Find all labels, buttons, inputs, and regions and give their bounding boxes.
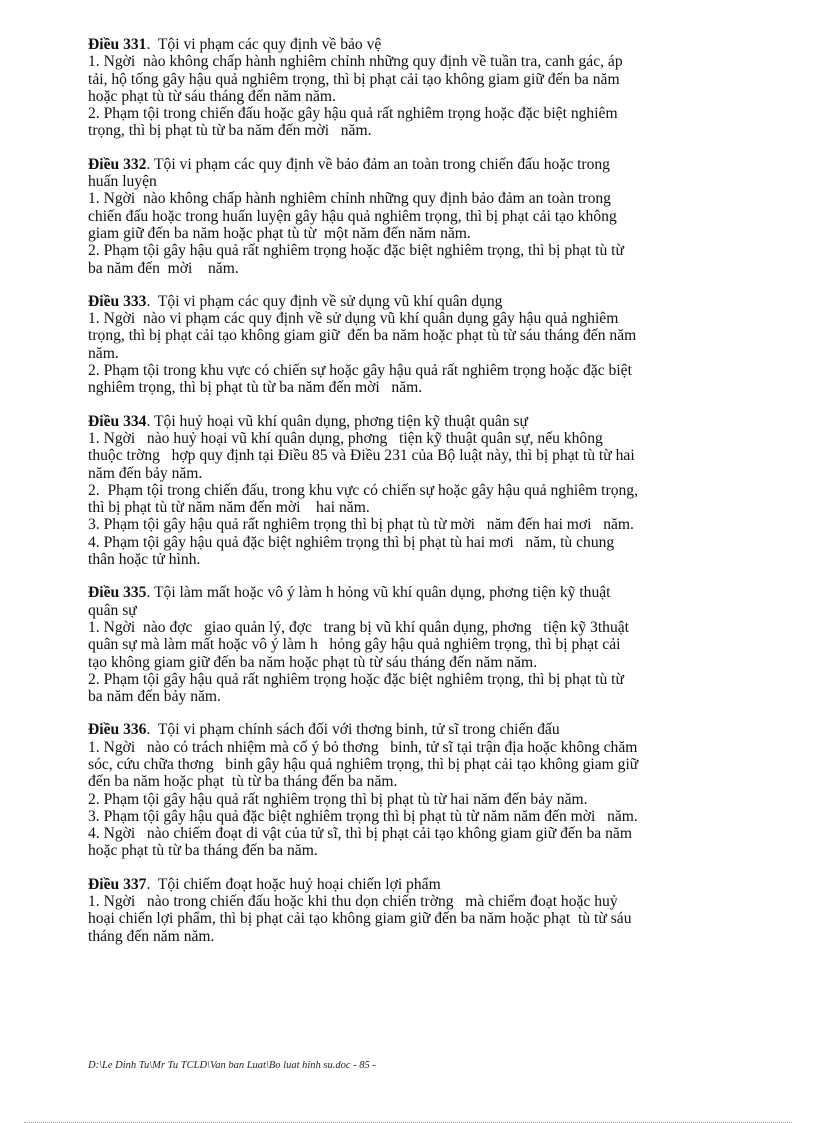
article-text-line: 2. Phạm tội gây hậu quả rất nghiêm trọng thì bị phạt tù từ hai năm đến bảy năm. xyxy=(88,790,588,808)
article-text-line: tháng đến năm năm. xyxy=(88,927,215,945)
article-text-line: 1. Ngời nào không chấp hành nghiêm chỉnh những quy định về tuần tra, canh gác, áp xyxy=(88,53,623,71)
article-text-line: tạo không giam giữ đến ba năm hoặc phạt tù từ sáu tháng đến năm năm. xyxy=(88,653,538,671)
article-title: Tội làm mất hoặc vô ý làm h hỏng vũ khí quân dụng, phơng tiện kỹ thuật xyxy=(154,584,611,602)
article-text-line: hoặc phạt tù từ ba tháng đến ba năm. xyxy=(88,842,318,860)
article-text-line: 1. Ngời nào vi phạm các quy định về sử dụng vũ khí quân dụng gây hậu quả nghiêm xyxy=(88,310,619,328)
article-heading xyxy=(88,293,748,310)
article-text-line: ba năm đến mời năm. xyxy=(88,259,239,277)
page-footer: D:\Le Dinh Tu\Mr Tu TCLD\Van ban Luat\Bo luat hinh su.doc - 85 - xyxy=(88,1060,376,1071)
article-text-line: chiến đấu hoặc trong huấn luyện gây hậu quả nghiêm trọng, thì bị phạt cải tạo không xyxy=(88,207,617,225)
article-text-line: 1. Ngời nào đợc giao quản lý, đợc trang bị vũ khí quân dụng, phơng tiện kỹ 3thuật xyxy=(88,618,629,636)
article-heading xyxy=(88,584,748,601)
article-text-line: thì bị phạt tù từ năm năm đến mời hai năm. xyxy=(88,499,370,517)
article-text-line: 3. Phạm tội gây hậu quả rất nghiêm trọng thì bị phạt tù từ mời năm đến hai mơi năm. xyxy=(88,516,634,534)
article-heading xyxy=(88,156,748,173)
article-text-line: năm đến bảy năm. xyxy=(88,464,203,482)
article-text-line: thân hoặc tử hình. xyxy=(88,551,201,569)
article-title: Tội vi phạm các quy định về bảo đảm an toàn trong chiến đấu hoặc trong xyxy=(154,155,610,173)
article-heading xyxy=(88,413,748,430)
article-text-line: hoại chiến lợi phẩm, thì bị phạt cải tạo không giam giữ đến ba năm hoặc phạt tù từ sáu xyxy=(88,910,632,928)
article-text-line: 1. Ngời nào không chấp hành nghiêm chỉnh những quy định bảo đảm an toàn trong xyxy=(88,190,611,208)
article-block xyxy=(88,721,748,859)
document-page xyxy=(88,36,748,961)
article-text-line: hoặc phạt tù từ sáu tháng đến năm năm. xyxy=(88,87,336,105)
article-block xyxy=(88,293,748,397)
article-number-separator: . xyxy=(146,155,154,173)
article-title: Tội chiếm đoạt hoặc huỷ hoại chiến lợi phẩm xyxy=(157,875,441,893)
article-number: Điều 334 xyxy=(88,412,147,430)
article-title: Tội vi phạm các quy định về sử dụng vũ khí quân dụng xyxy=(157,292,503,310)
article-block xyxy=(88,36,748,140)
article-text-line: 2. Phạm tội gây hậu quả rất nghiêm trọng hoặc đặc biệt nghiêm trọng, thì bị phạt tù từ xyxy=(88,242,624,260)
article-number: Điều 332 xyxy=(88,155,147,173)
article-text-line: 1. Ngời nào trong chiến đấu hoặc khi thu dọn chiến trờng mà chiếm đoạt hoặc huỷ xyxy=(88,893,618,911)
article-heading xyxy=(88,721,748,738)
article-text-line: quân sự xyxy=(88,601,137,619)
article-number-separator: . xyxy=(146,412,154,430)
article-number-separator: . xyxy=(146,292,158,310)
article-number-separator: . xyxy=(146,875,158,893)
article-text-line: sóc, cứu chữa thơng binh gây hậu quả nghiêm trọng, thì bị phạt cải tạo không giam giữ xyxy=(88,755,639,773)
article-number: Điều 335 xyxy=(88,584,147,602)
article-text-line: quân sự mà làm mất hoặc vô ý làm h hỏng gây hậu quả nghiêm trọng, thì bị phạt cải xyxy=(88,636,621,654)
article-text-line: giam giữ đến ba năm hoặc phạt tù từ một năm đến năm năm. xyxy=(88,224,471,242)
article-number-separator: . xyxy=(146,36,158,53)
article-block xyxy=(88,156,748,277)
article-number-separator: . xyxy=(146,721,158,739)
article-number: Điều 333 xyxy=(88,292,147,310)
article-number: Điều 337 xyxy=(88,875,147,893)
article-title: Tội huỷ hoại vũ khí quân dụng, phơng tiện kỹ thuật quân sự xyxy=(154,412,529,430)
article-number-separator: . xyxy=(146,584,154,602)
article-text-line: năm. xyxy=(88,344,119,362)
article-text-line: tải, hộ tống gây hậu quả nghiêm trọng, thì bị phạt cải tạo không giam giữ đến ba năm xyxy=(88,70,620,88)
article-block xyxy=(88,876,748,945)
article-title: Tội vi phạm các quy định về bảo vệ xyxy=(157,36,382,53)
article-text-line: huấn luyện xyxy=(88,173,157,191)
article-text-line: nghiêm trọng, thì bị phạt tù từ ba năm đến mời năm. xyxy=(88,379,423,397)
article-text-line: ba năm đến bảy năm. xyxy=(88,688,221,706)
article-text-line: 2. Phạm tội trong khu vực có chiến sự hoặc gây hậu quả rất nghiêm trọng hoặc đặc biệt xyxy=(88,362,632,380)
article-block xyxy=(88,413,748,569)
article-text-line: 2. Phạm tội trong chiến đấu, trong khu vực có chiến sự hoặc gây hậu quả nghiêm trọng, xyxy=(88,481,638,499)
article-text-line: 2. Phạm tội trong chiến đấu hoặc gây hậu quả rất nghiêm trọng hoặc đặc biệt nghiêm xyxy=(88,105,618,123)
article-text-line: đến ba năm hoặc phạt tù từ ba tháng đến ba năm. xyxy=(88,773,398,791)
article-text-line: trọng, thì bị phạt tù từ ba năm đến mời năm. xyxy=(88,122,372,140)
article-text-line: 1. Ngời nào huỷ hoại vũ khí quân dụng, phơng tiện kỹ thuật quân sự, nếu không xyxy=(88,429,603,447)
article-text-line: 2. Phạm tội gây hậu quả rất nghiêm trọng hoặc đặc biệt nghiêm trọng, thì bị phạt tù từ xyxy=(88,670,624,688)
article-text-line: thuộc trờng hợp quy định tại Điều 85 và Điều 231 của Bộ luật này, thì bị phạt tù từ hai xyxy=(88,447,635,465)
article-number: Điều 336 xyxy=(88,721,147,739)
article-block xyxy=(88,584,748,705)
article-heading xyxy=(88,36,748,53)
article-number: Điều 331 xyxy=(88,36,147,53)
article-text-line: 4. Ngời nào chiếm đoạt di vật của tử sĩ, thì bị phạt cải tạo không giam giữ đến ba năm xyxy=(88,825,632,843)
article-text-line: 4. Phạm tội gây hậu quả đặc biệt nghiêm trọng thì bị phạt tù hai mơi năm, tù chung xyxy=(88,533,615,551)
article-heading xyxy=(88,876,748,893)
article-text-line: trọng, thì bị phạt cải tạo không giam giữ đến ba năm hoặc phạt tù từ sáu tháng đến năm xyxy=(88,327,637,345)
article-text-line: 1. Ngời nào có trách nhiệm mà cố ý bỏ thơng binh, tử sĩ tại trận địa hoặc không chăm xyxy=(88,738,638,756)
article-text-line: 3. Phạm tội gây hậu quả đặc biệt nghiêm trọng thì bị phạt tù từ năm năm đến mời năm. xyxy=(88,807,638,825)
article-title: Tội vi phạm chính sách đối với thơng binh, tử sĩ trong chiến đấu xyxy=(157,721,560,739)
